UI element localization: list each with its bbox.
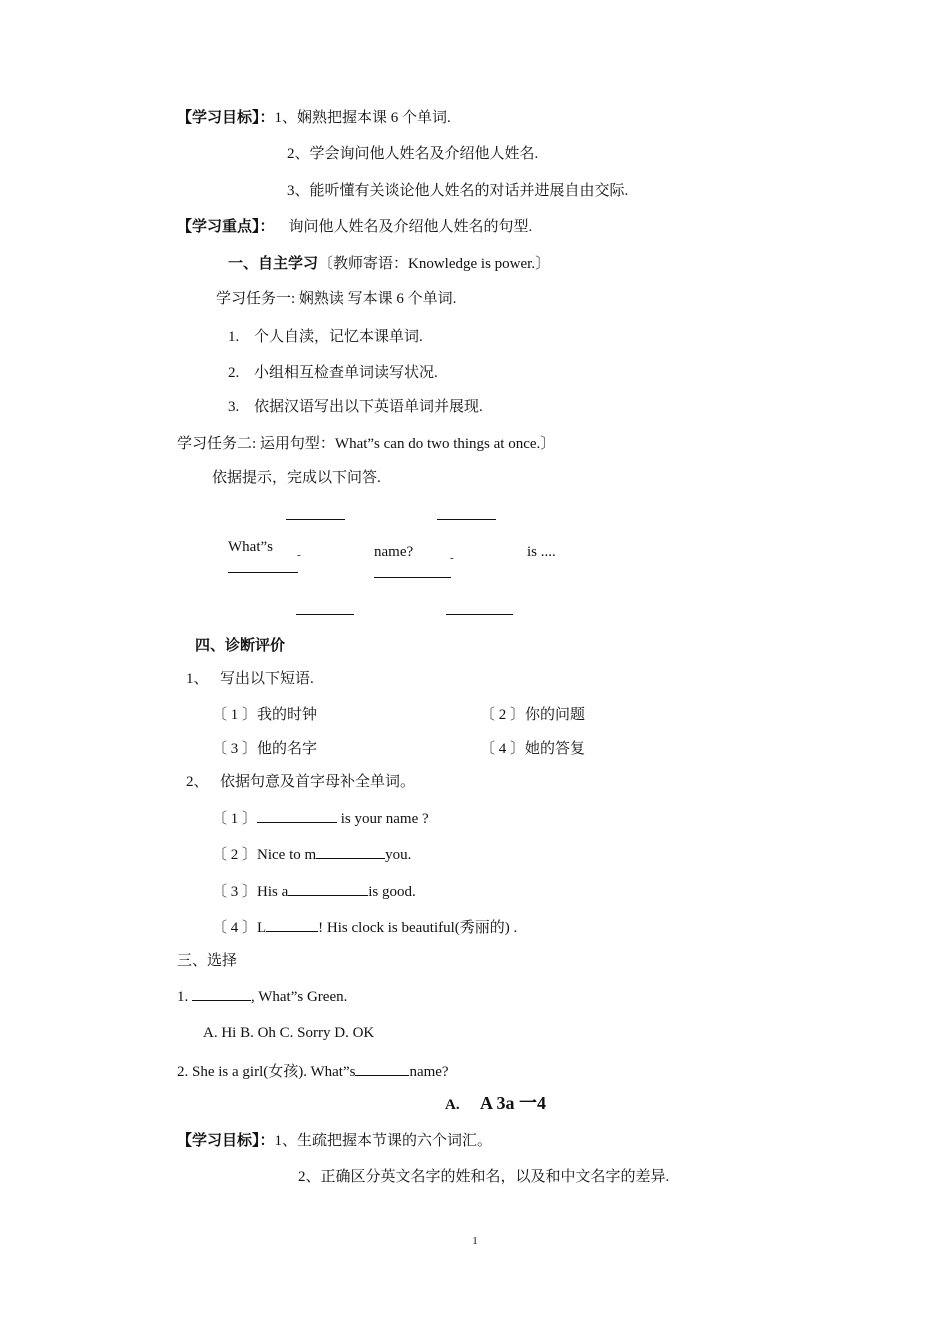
blank-line xyxy=(228,572,298,573)
item-prefix: 2. She is a girl(女孩). What”s xyxy=(177,1064,356,1080)
item-prefix: 〔 2 〕Nice to m xyxy=(212,847,317,863)
step-num: 2. xyxy=(228,365,240,381)
lesson-letter: A. xyxy=(445,1097,460,1113)
goals-label: 【学习目标】 xyxy=(177,110,260,126)
learning-goals-1 xyxy=(177,108,451,128)
goal-item-2: 2、学会询问他人姓名及介绍他人姓名. xyxy=(287,146,539,162)
page-number: 1 xyxy=(472,1235,478,1247)
step-num: 1. xyxy=(228,329,240,345)
q1-text: 写出以下短语. xyxy=(220,671,314,687)
section-self-study-title: 一、自主学习 xyxy=(228,256,319,272)
task2-hint: 依据提示，完成以下问答. xyxy=(212,470,381,486)
blank-line xyxy=(374,577,451,578)
item-prefix: 〔 4 〕L xyxy=(212,920,267,936)
answer-blank xyxy=(316,843,385,859)
item-prefix: 〔 1 〕 xyxy=(212,811,258,827)
q2-item-2 xyxy=(212,843,411,865)
q1-item-3: 〔 3 〕他的名字 xyxy=(212,741,318,757)
lesson-title: A 3a 一4 xyxy=(480,1093,547,1113)
section-diagnosis-title: 四、诊断评价 xyxy=(195,638,286,654)
step-text: 依据汉语写出以下英语单词并展现. xyxy=(254,399,483,415)
q2-prompt xyxy=(186,772,415,792)
item-suffix: is your name ? xyxy=(337,811,429,827)
dialog-name: name? xyxy=(374,544,414,560)
q2-item-1 xyxy=(212,807,429,829)
item-suffix: is good. xyxy=(368,884,416,900)
goals-sep: ： xyxy=(259,1133,275,1149)
item-suffix: name? xyxy=(409,1064,449,1080)
answer-blank xyxy=(257,807,337,823)
section-self-study xyxy=(228,254,550,274)
goals-sep: ： xyxy=(259,110,275,126)
q1-num: 1、 xyxy=(186,671,209,687)
task1-step-1 xyxy=(228,327,423,347)
step-num: 3. xyxy=(228,399,240,415)
task1-step-3 xyxy=(228,397,483,417)
answer-blank xyxy=(288,880,368,896)
task1-title: 学习任务一: 娴熟读 写本课 6 个单词. xyxy=(216,291,457,307)
blank-line xyxy=(296,614,354,615)
learning-goals-2 xyxy=(177,1131,492,1151)
q2-num: 2、 xyxy=(186,774,209,790)
q1-item-2: 〔 2 〕你的问题 xyxy=(480,707,586,723)
q1-item-4: 〔 4 〕她的答复 xyxy=(480,741,586,757)
dialog-whats: What”s xyxy=(228,539,273,555)
focus-label: 【学习重点】 xyxy=(177,219,260,235)
blank-line xyxy=(446,614,513,615)
teacher-note: 〔教师寄语：Knowledge is power.〕 xyxy=(318,256,551,272)
item-suffix: ! His clock is beautiful(秀丽的) . xyxy=(318,920,518,936)
focus-text: 询问他人姓名及介绍他人姓名的句型. xyxy=(288,219,533,235)
answer-blank xyxy=(266,916,318,932)
section-choice-title: 三、选择 xyxy=(177,953,238,969)
item-prefix: 1. xyxy=(177,989,192,1005)
goal-item-3: 3、能听懂有关谈论他人姓名的对话并进展自由交际. xyxy=(287,183,629,199)
blank-line xyxy=(437,519,496,520)
q2-item-3 xyxy=(212,880,416,902)
dialog-dash-1: - xyxy=(297,549,301,561)
choice-q2 xyxy=(177,1060,449,1082)
q2-text: 依据句意及首字母补全单词。 xyxy=(220,774,416,790)
learning-focus xyxy=(177,217,532,237)
q1-item-1: 〔 1 〕我的时钟 xyxy=(212,707,318,723)
choice-q1-options: A. Hi B. Oh C. Sorry D. OK xyxy=(203,1025,375,1041)
dialog-is: is .... xyxy=(527,544,556,560)
item-suffix: you. xyxy=(385,847,412,863)
goal-item-1: 1、生疏把握本节课的六个词汇。 xyxy=(274,1133,493,1149)
answer-blank xyxy=(192,985,251,1001)
task2-title: 学习任务二: 运用句型：What”s can do two things at once.〕 xyxy=(177,436,556,452)
choice-q1 xyxy=(177,985,347,1007)
item-suffix: , What”s Green. xyxy=(251,989,348,1005)
answer-blank xyxy=(355,1060,409,1076)
step-text: 个人自渎，记忆本课单词. xyxy=(254,329,423,345)
item-prefix: 〔 3 〕His a xyxy=(212,884,289,900)
goals-label: 【学习目标】 xyxy=(177,1133,260,1149)
dialog-dash-2: - xyxy=(450,552,454,564)
task1-step-2 xyxy=(228,363,438,383)
focus-sep: ： xyxy=(259,219,275,235)
goal-item-1: 1、娴熟把握本课 6 个单词. xyxy=(274,110,451,126)
step-text: 小组相互检查单词读写状况. xyxy=(254,365,438,381)
goal2-item-2: 2、正确区分英文名字的姓和名，以及和中文名字的差异. xyxy=(298,1169,670,1185)
blank-line xyxy=(286,519,345,520)
q1-prompt xyxy=(186,669,314,689)
q2-item-4 xyxy=(212,916,517,938)
